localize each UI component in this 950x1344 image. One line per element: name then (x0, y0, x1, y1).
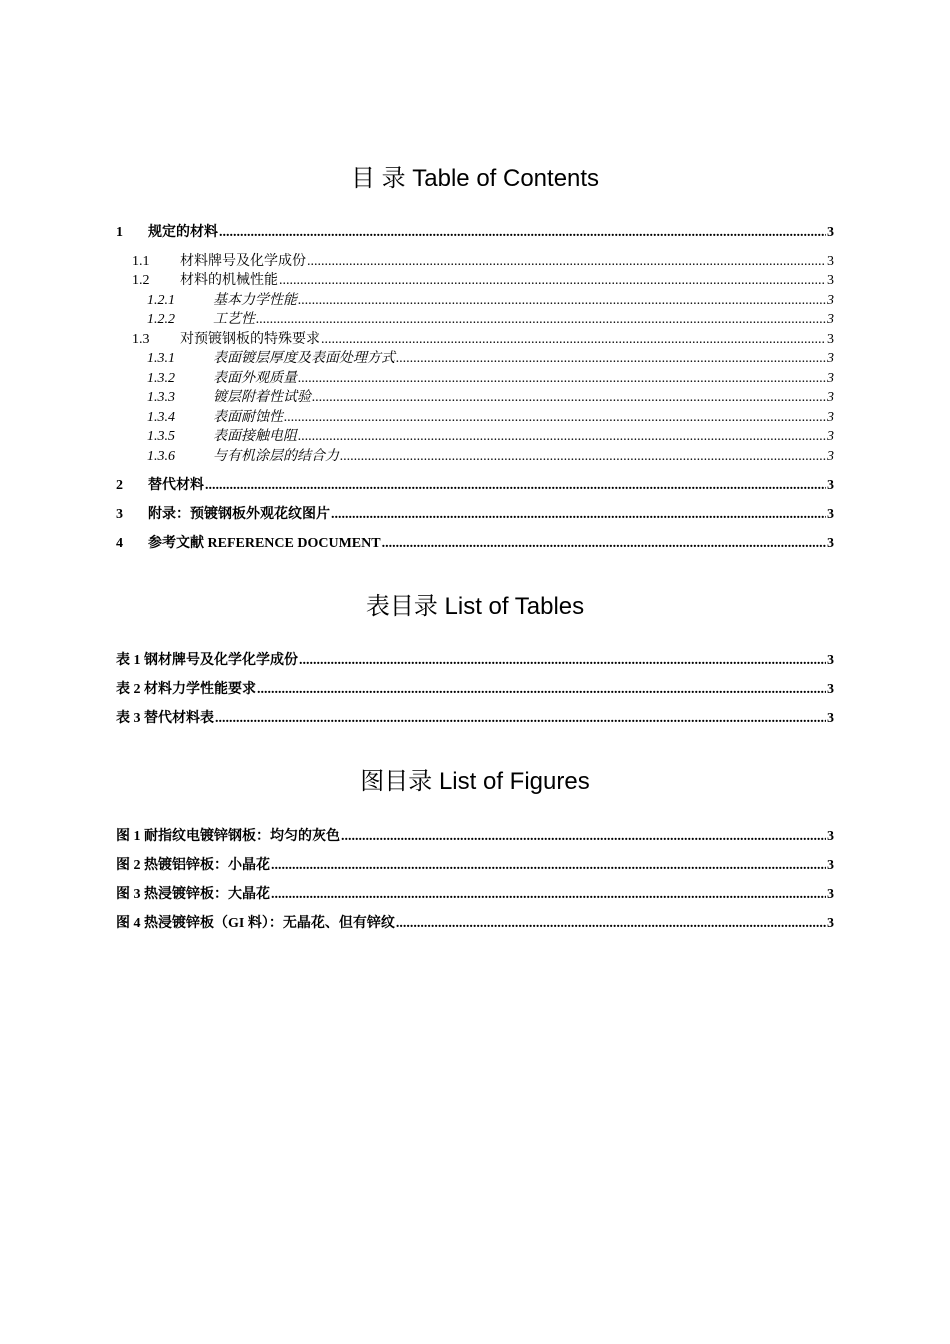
toc-entry-text: 表面接触电阻 (213, 429, 297, 444)
figure-entry[interactable] (116, 857, 834, 875)
toc-entry-text: 参考文献 REFERENCE DOCUMENT (148, 536, 381, 551)
figure-entry-text: 图 4 热浸镀锌板（GI 料）：无晶花、但有锌纹 (116, 916, 395, 931)
toc-entry[interactable] (116, 448, 834, 466)
toc-entry-text: 附录：预镀钢板外观花纹图片 (148, 507, 330, 522)
figure-entry-text: 图 3 热浸镀锌板：大晶花 (116, 887, 270, 902)
toc-entry-page: 3 (827, 507, 834, 522)
leader-dots (307, 253, 826, 271)
leader-dots (298, 370, 826, 388)
toc-entry-page: 3 (827, 312, 834, 327)
toc-entry-page: 3 (827, 429, 834, 444)
table-entry-text: 表 3 替代材料表 (116, 711, 214, 726)
toc-entry-page: 3 (827, 536, 834, 551)
toc-entry[interactable] (116, 428, 834, 446)
toc-entry-page: 3 (827, 293, 834, 308)
figure-entry[interactable] (116, 886, 834, 904)
leader-dots (396, 350, 826, 368)
toc-entry-text: 表面外观质量 (213, 371, 297, 386)
leader-dots (340, 448, 826, 466)
toc-entry[interactable] (116, 506, 834, 524)
toc-entry-page: 3 (827, 478, 834, 493)
toc-title: 目 录 Table of Contents (350, 165, 600, 192)
toc-entry-page: 3 (827, 449, 834, 464)
table-entry[interactable] (116, 652, 834, 670)
toc-entry[interactable] (116, 370, 834, 388)
leader-dots (321, 331, 826, 349)
toc-entry-text: 材料牌号及化学成份 (180, 254, 306, 269)
leader-dots (298, 428, 826, 446)
toc-entry-text: 替代材料 (148, 478, 204, 493)
figure-entry-page: 3 (827, 858, 834, 873)
figure-entry-text: 图 1 耐指纹电镀锌钢板：均匀的灰色 (116, 829, 340, 844)
figure-entry[interactable] (116, 828, 834, 846)
leader-dots (331, 506, 826, 524)
table-entry-page: 3 (827, 653, 834, 668)
leader-dots (256, 311, 826, 329)
table-entry-page: 3 (827, 682, 834, 697)
leader-dots (312, 389, 826, 407)
figures-title: 图目录 List of Figures (360, 768, 590, 795)
toc-entry[interactable] (116, 292, 834, 310)
leader-dots (382, 535, 826, 553)
table-entry[interactable] (116, 681, 834, 699)
toc-entry-text: 与有机涂层的结合力 (213, 449, 339, 464)
figure-entry-text: 图 2 热镀铝锌板：小晶花 (116, 858, 270, 873)
toc-entry[interactable] (116, 350, 834, 368)
toc-entry-text: 表面耐蚀性 (213, 410, 283, 425)
toc-entry-page: 3 (827, 390, 834, 405)
toc-entry-number: 1.3.1 (147, 351, 175, 366)
toc-entry-number: 1.3.5 (147, 429, 175, 444)
leader-dots (299, 652, 826, 670)
toc-entry-number: 1.3 (132, 332, 150, 347)
toc-entry-number: 1.3.6 (147, 449, 175, 464)
leader-dots (219, 224, 826, 242)
toc-entry[interactable] (116, 535, 834, 553)
figure-entry-page: 3 (827, 829, 834, 844)
toc-entry-page: 3 (827, 351, 834, 366)
toc-entry-number: 2 (116, 478, 123, 493)
table-entry-text: 表 2 材料力学性能要求 (116, 682, 256, 697)
toc-entry-number: 1.3.2 (147, 371, 175, 386)
figure-entry-page: 3 (827, 887, 834, 902)
toc-entry-page: 3 (827, 410, 834, 425)
toc-entry-text: 基本力学性能 (213, 293, 297, 308)
toc-entry-number: 1.2 (132, 273, 150, 288)
toc-entry-number: 1 (116, 225, 123, 240)
toc-entry-text: 规定的材料 (148, 225, 218, 240)
toc-entry-page: 3 (827, 254, 834, 269)
leader-dots (257, 681, 826, 699)
toc-entry[interactable] (116, 253, 834, 271)
toc-entry[interactable] (116, 331, 834, 349)
table-entry-text: 表 1 钢材牌号及化学化学成份 (116, 653, 298, 668)
leader-dots (271, 886, 826, 904)
leader-dots (205, 477, 826, 495)
toc-entry-text: 镀层附着性试验 (213, 390, 311, 405)
toc-entry-text: 工艺性 (213, 312, 255, 327)
toc-entry-number: 3 (116, 507, 123, 522)
leader-dots (284, 409, 826, 427)
toc-entry-number: 1.3.3 (147, 390, 175, 405)
toc-entry-page: 3 (827, 225, 834, 240)
table-entry-page: 3 (827, 711, 834, 726)
toc-entry[interactable] (116, 409, 834, 427)
toc-entry-page: 3 (827, 371, 834, 386)
toc-entry-page: 3 (827, 332, 834, 347)
toc-entry-number: 1.1 (132, 254, 150, 269)
figure-entry[interactable] (116, 915, 834, 933)
toc-entry[interactable] (116, 311, 834, 329)
toc-entry-number: 4 (116, 536, 123, 551)
leader-dots (271, 857, 826, 875)
leader-dots (215, 710, 826, 728)
leader-dots (396, 915, 826, 933)
toc-entry-text: 对预镀钢板的特殊要求 (180, 332, 320, 347)
toc-entry[interactable] (116, 272, 834, 290)
toc-entry[interactable] (116, 389, 834, 407)
figure-entry-page: 3 (827, 916, 834, 931)
toc-entry-number: 1.2.2 (147, 312, 175, 327)
toc-entry-number: 1.2.1 (147, 293, 175, 308)
leader-dots (279, 272, 826, 290)
tables-title: 表目录 List of Tables (365, 593, 585, 620)
table-entry[interactable] (116, 710, 834, 728)
toc-entry-page: 3 (827, 273, 834, 288)
toc-entry[interactable] (116, 477, 834, 495)
leader-dots (341, 828, 826, 846)
toc-entry[interactable] (116, 224, 834, 242)
toc-entry-text: 表面镀层厚度及表面处理方式 (213, 351, 395, 366)
leader-dots (298, 292, 826, 310)
toc-entry-number: 1.3.4 (147, 410, 175, 425)
toc-entry-text: 材料的机械性能 (180, 273, 278, 288)
